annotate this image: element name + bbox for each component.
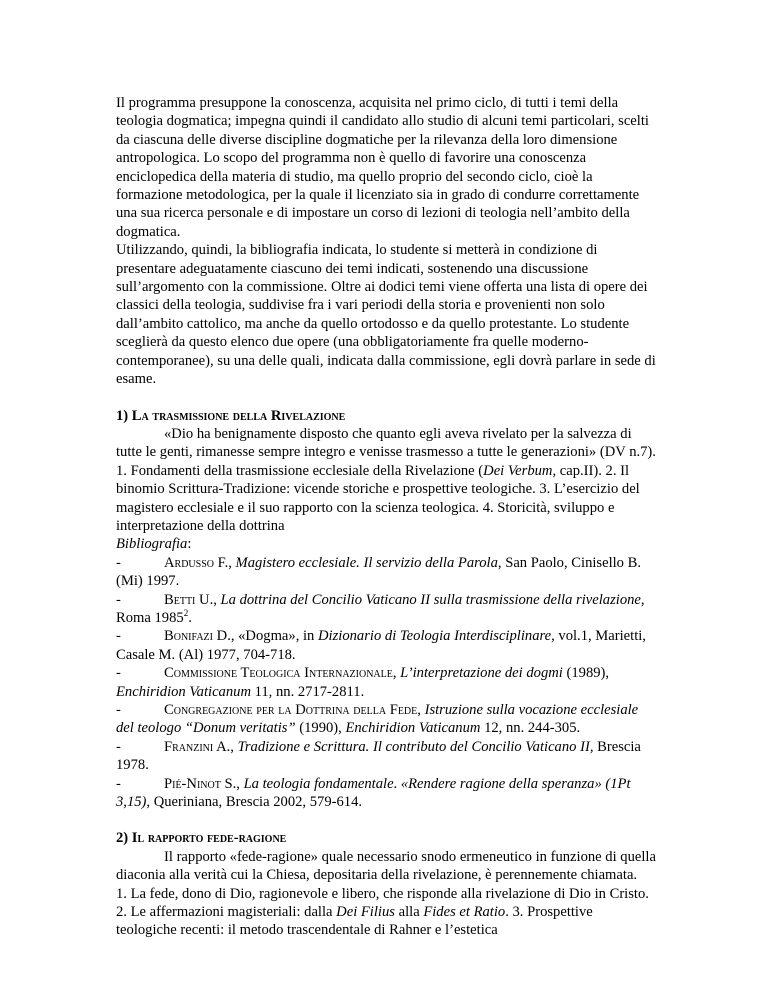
section-2-topics: 1. La fede, dono di Dio, ragionevole e libero, che risponde alla rivelazione di Dio in Cristo. 2. Le affermazioni magisteriali: dalla Dei Filius alla Fides et Ratio. 3. Prospettive teologiche recenti: il metodo trascendentale di Rahner e l’estetica [116, 885, 649, 939]
section-1-title: 1) La trasmissione della Rivelazione [116, 407, 346, 424]
intro-paragraph-1: Il programma presuppone la conoscenza, acquisita nel primo ciclo, di tutti i temi della teologia dogmatica; impegna quindi il candidato allo studio di alcuni temi particolari, scelti da ciascuna delle diverse discipline dogmatiche per la rilevanza della loro dimensione antropologica. Lo scopo del programma non è quello di favorire una conoscenza enciclopedica della materia di studio, ma quello proprio del secondo ciclo, cioè la formazione metodologica, per la quale il licenziato sia in grado di condurre correttamente una sua ricerca personale e di impostare un corso di lezioni di teologia nell’ambito della dogmatica. [116, 95, 649, 240]
section-1-quote: «Dio ha benignamente disposto che quanto egli aveva rivelato per la salvezza di tutte le genti, rimanesse sempre integro e venisse trasmesso a tutte le generazioni» (DV n.7). [116, 425, 656, 461]
spacer [116, 389, 656, 407]
bibliography-entry: - Ardusso F., Magistero ecclesiale. Il servizio della Parola, San Paolo, Cinisello B. (Mi) 1997. [116, 554, 642, 590]
document-page [116, 94, 656, 940]
section-2-intro: Il rapporto «fede-ragione» quale necessario snodo ermeneutico in funzione di quella diaconia alla verità cui la Chiesa, depositaria della rivelazione, è perennemente chiamata. [116, 848, 656, 884]
intro-paragraph-2: Utilizzando, quindi, la bibliografia indicata, lo studente si metterà in condizione di presentare adeguatamente ciascuno dei temi indicati, sostenendo una discussione sull’argomento con la commissione. Oltre ai dodici temi viene offerta una lista di opere dei classici della teologia, suddivise fra i vari periodi della storia e provenienti non solo dall’ambito cattolico, ma anche da quello ortodosso e da quello protestante. Lo studente sceglierà da questo elenco due opere (una obbligatoriamente fra quelle moderno-contemporanee), su una delle quali, indicata dalla commissione, egli dovrà parlare in sede di esame. [116, 242, 656, 388]
bibliography-entry: - Franzini A., Tradizione e Scrittura. Il contributo del Concilio Vaticano II, Brescia 1978. [116, 738, 641, 774]
section-1-topics: 1. Fondamenti della trasmissione ecclesiale della Rivelazione (Dei Verbum, cap.II). 2. Il binomio Scrittura-Tradizione: vicende storiche e prospettive teologiche. 3. L’esercizio del magistero ecclesiale e il suo rapporto con la scienza teologica. 4. Storicità, sviluppo e interpretazione della dottrina [116, 462, 640, 534]
bibliography-entry: - Bonifazi D., «Dogma», in Dizionario di Teologia Interdisciplinare, vol.1, Marietti, Casale M. (Al) 1977, 704-718. [116, 628, 646, 663]
bibliography-entry: - Commissione Teologica Internazionale, L’interpretazione dei dogmi (1989), Enchiridion Vaticanum 11, nn. 2717-2811. [116, 665, 610, 700]
bibliography-entry: - Congregazione per la Dottrina della Fede, Istruzione sulla vocazione ecclesiale del teologo “Donum veritatis” (1990), Enchiridion Vaticanum 12, nn. 244-305. [116, 702, 639, 737]
section-1-bibliography-label: Bibliografia: [116, 536, 192, 553]
spacer [116, 811, 656, 829]
bibliography-entry: - Betti U., La dottrina del Concilio Vaticano II sulla trasmissione della rivelazione, Roma 1985$^2$. [116, 591, 645, 626]
bibliography-entry: - Pié-Ninot S., La teologia fondamentale. «Rendere ragione della speranza» (1Pt 3,15), Queriniana, Brescia 2002, 579-614. [116, 775, 631, 811]
section-2-title: 2) Il rapporto fede-ragione [116, 830, 287, 847]
